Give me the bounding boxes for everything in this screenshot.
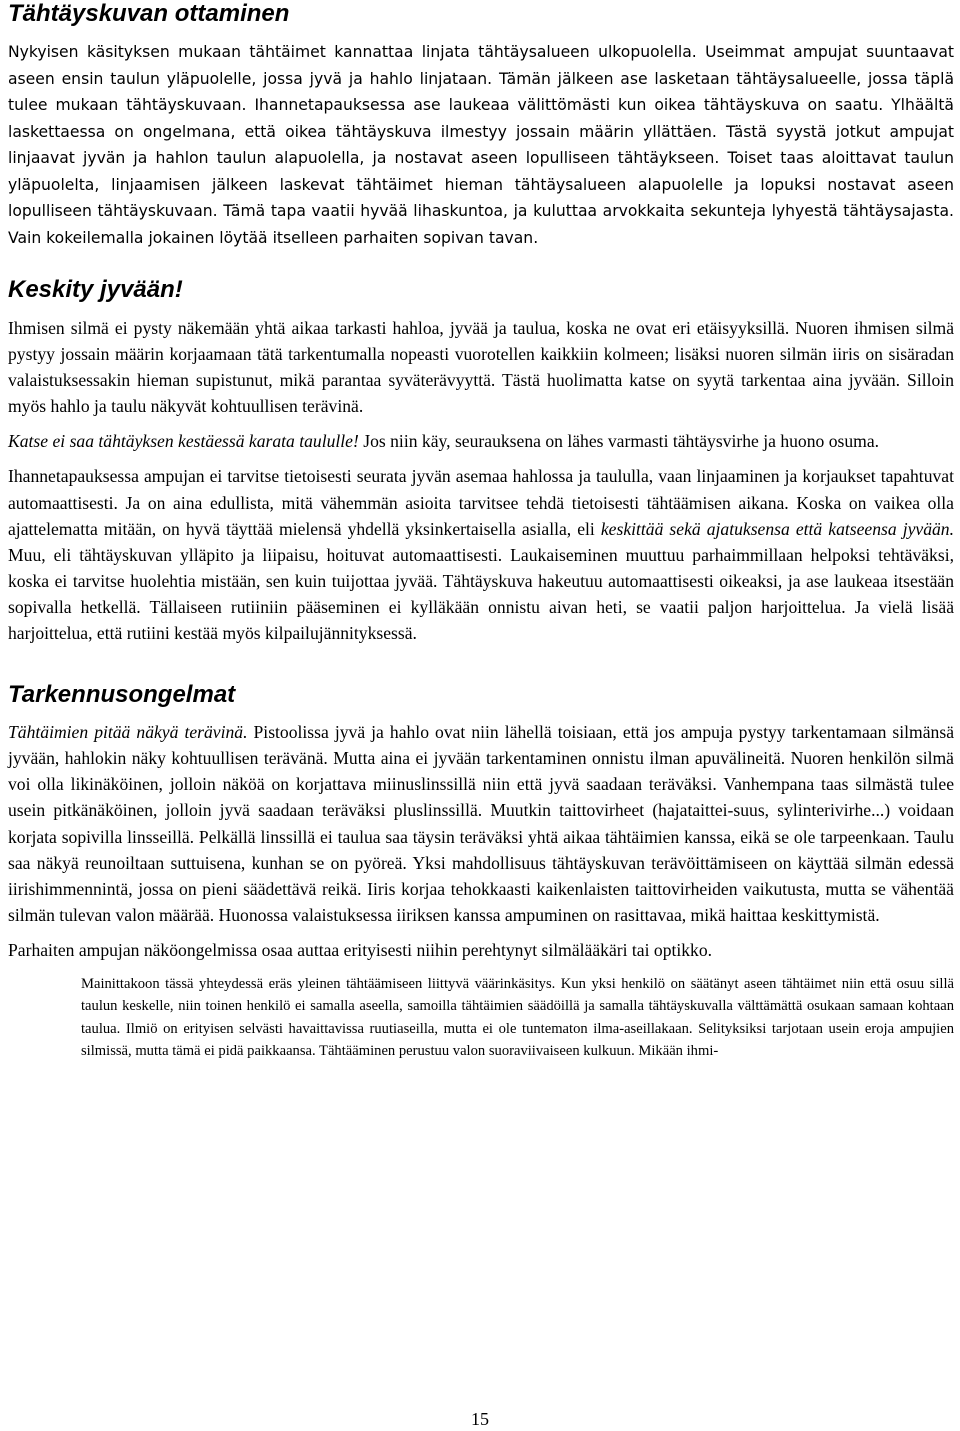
paragraph-focus-problems-2: Parhaiten ampujan näköongelmissa osaa auttaa erityisesti niihin perehtynyt silmälääkäri tai optikko. (8, 939, 713, 960)
paragraph-text: Ihannetapauksessa ampujan ei tarvitse tietoisesti seurata jyvän asemaa hahlossa ja taululla, vaan linjaaminen ja korjaukset tapahtuvat automaattisesti. Ja on aina edullista, mitä vähemmän asioita tarvitsee tehdä tietoisesti tähtäämisen aikana. Koska on vaikea olla ajattelematta mitään, on hyvä täyttää mielensä yhdellä yksinkertaisella asialla, eli (8, 466, 954, 539)
paragraph-text: Jos niin käy, seurauksena on lähes varmasti tähtäysvirhe ja huono osuma. (358, 431, 880, 452)
italic-emphasis: keskittää sekä ajatuksensa että katseensa jyvään. (600, 518, 954, 539)
italic-emphasis: Katse ei saa tähtäyksen kestäessä karata taululle! (8, 431, 359, 452)
paragraph-sight-picture: Nykyisen käsityksen mukaan tähtäimet kannattaa linjata tähtäysalueen ulkopuolella. Useimmat ampujat suuntaavat aseen ensin taulun yläpuolelle, jossa jyvä ja hahlo linjataan. Tämän jälkeen ase lasketaan tähtäysalueelle, jossa täplä tulee mukaan tähtäyskuvaan. Ihannetapauksessa ase laukeaa välittömästi kun oikea tähtäyskuva on saatu. Ylhäältä laskettaessa on ongelmana, että oikea tähtäyskuva ilmestyy jossain määrin yllättäen. Tästä syystä jotkut ampujat linjaavat jyvän ja hahlon taulun alapuolella, ja nostavat aseen lopulliseen tähtäykseen. Toiset taas aloittavat taulun yläpuolelta, linjaamisen jälkeen laskevat tähtäimet hieman tähtäysalueen alapuolelle ja lopuksi nostavat aseen lopulliseen tähtäyskuvaan. Tämä tapa vaatii hyvää lihaskuntoa, ja kuluttaa arvokkaita sekunteja lyhyestä tähtäysajasta. Vain kokeilemalla jokainen löytää itselleen parhaiten sopivan tavan. (8, 43, 954, 247)
section-heading-focus: Keskity jyvään! (8, 276, 183, 303)
paragraph-focus-1: Ihmisen silmä ei pysty näkemään yhtä aikaa tarkasti hahloa, jyvää ja taulua, koska ne ovat eri etäisyyksillä. Nuoren ihmisen silmä pystyy jossain määrin korjaamaan tätä tarkentumalla nopeasti vuorotellen kaikkiin kolmeen; lisäksi nuoren silmän iiris on sisäradan valaistuksessakin hieman supistunut, mikä parantaa syväterävyyttä. Tästä huolimatta katse on syytä tarkentaa aina jyvään. Silloin myös hahlo ja taulu näkyvät kohtuullisen terävinä. (8, 318, 954, 417)
side-note: Mainittakoon tässä yhteydessä eräs yleinen tähtäämiseen liittyvä väärinkäsitys. Kun yksi henkilö on säätänyt aseen tähtäimet niin että osuu sillä taulun keskelle, niin toinen henkilö ei samalla aseella, samoilla tähtäimien säädöillä ja samalla tähtäyskuvalla välttämättä osukaan samaan kohtaan taulua. Ilmiö on erityisen selvästi havaittavissa ruutiaseilla, mutta ei ole tuntematon ilma-aseillakaan. Selityksiksi tarjotaan usein eroja ampujien silmissä, mutta tämä ei pidä paikkaansa. Tähtääminen perustuu valon suoraviivaiseen kulkuun. Mikään ihmi- (81, 975, 954, 1060)
paragraph-text: Muu, eli tähtäyskuvan ylläpito ja liipaisu, hoituvat automaattisesti. Laukaiseminen muuttuu parhaimmillaan helpoksi tehtäväksi, koska ei tarvitse huolehtia mistään, sen kuin tuijottaa jyvää. Tähtäyskuva hakeutuu automaattisesti oikeaksi, ja ase laukeaa itsestään sopivalla hetkellä. Tällaiseen rutiiniin pääseminen ei kylläkään onnistu aivan heti, se vaatii paljon harjoittelua. Ja vielä lisää harjoittelua, että rutiini kestää myös kilpailujännityksessä. (8, 544, 954, 644)
section-heading-focus-problems: Tarkennusongelmat (8, 681, 236, 709)
section-heading-sight-picture: Tähtäyskuvan ottaminen (8, 0, 290, 27)
paragraph-text: Pistoolissa jyvä ja hahlo ovat niin lähellä toisiaan, että jos ampuja pystyy tarkentamaan silmänsä jyvään, hahlokin näky kohtuullisen terävänä. Mutta aina ei jyvään tarkentaminen onnistu ilman apuvälineitä. Nuoren henkilön silmä voi olla likinäköinen, jolloin näköä on korjattava miinuslinssillä niin että jyvä saadaan teräväksi. Vanhempana taas silmästä tulee usein pitkänäköinen, jolloin jyvä saadaan teräväksi pluslinssillä. Muutkin taittovirheet (hajataittei-suus, sylinterivirhe...) voidaan korjata sopivilla linsseillä. Pelkällä linssillä ei taulua saa täysin teräväksi yhtä aikaa tähtäimien kanssa, eikä se ole tarpeenkaan. Taulu saa näkyä reunoiltaan suttuisena, kunhan se on pyöreä. Yksi mahdollisuus tähtäyskuvan terävöittämiseen on käyttää silmän edessä iirishimmennintä, jossa on pieni säädettävä reikä. Iiris korjaa tehokkaasti kaikenlaisten taittovirheiden vaikutusta, mutta se vähentää silmän tulevan valon määrää. Huonossa valaistuksessa iiriksen kanssa ampuminen on rasittavaa, mikä haittaa keskittymistä. (8, 722, 955, 925)
paragraph-focus-problems-1 (8, 719, 954, 928)
paragraph-focus-2 (8, 428, 954, 454)
page-number: 15 (471, 1409, 489, 1429)
document-page (8, 0, 954, 1108)
paragraph-focus-3 (8, 463, 954, 646)
italic-emphasis: Tähtäimien pitää näkyä terävinä. (8, 722, 248, 743)
